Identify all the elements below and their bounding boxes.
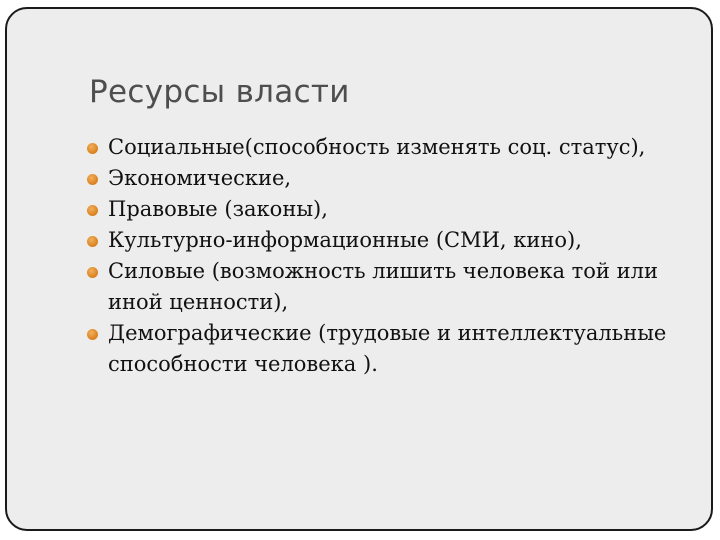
bullet-text: Социальные(способность изменять соц. статус),	[108, 135, 646, 159]
bullet-dot-icon	[87, 267, 98, 278]
bullet-item	[87, 318, 687, 380]
slide-title: Ресурсы власти	[89, 74, 350, 110]
bullet-item	[87, 194, 687, 225]
bullet-text: Экономические,	[108, 166, 292, 190]
bullet-item	[87, 256, 687, 318]
bullet-text: Силовые (возможность лишить человека той или иной ценности),	[108, 259, 658, 314]
bullet-dot-icon	[87, 205, 98, 216]
bullet-text: Демографические (трудовые и интеллектуальные способности человека ).	[108, 321, 667, 376]
bullet-dot-icon	[87, 236, 98, 247]
bullet-text: Культурно-информационные (СМИ, кино),	[108, 228, 582, 252]
bullet-dot-icon	[87, 174, 98, 185]
bullet-text: Правовые (законы),	[108, 197, 328, 221]
bullet-dot-icon	[87, 143, 98, 154]
slide-frame	[5, 7, 713, 531]
bullet-item	[87, 132, 687, 163]
bullet-list	[87, 132, 687, 380]
bullet-item	[87, 225, 687, 256]
bullet-dot-icon	[87, 329, 98, 340]
bullet-item	[87, 163, 687, 194]
